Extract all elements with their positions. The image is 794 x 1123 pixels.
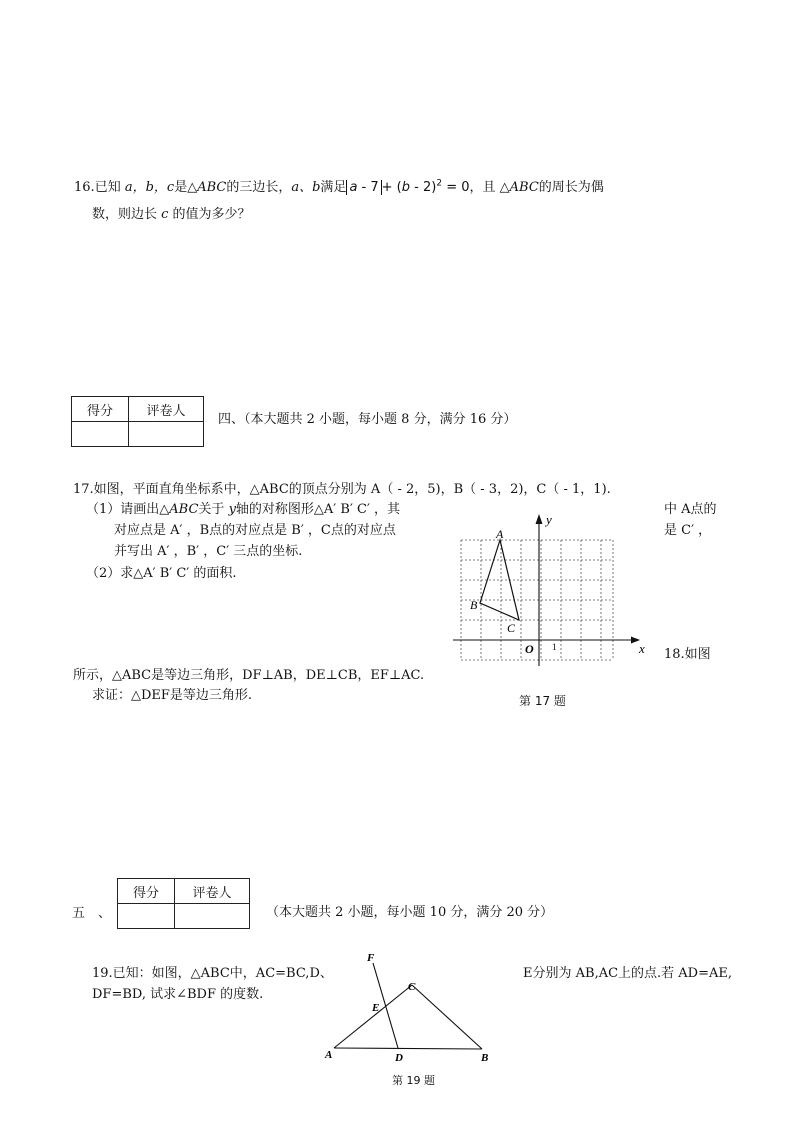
score-cell[interactable]: [118, 904, 175, 929]
label-C: C: [507, 621, 516, 635]
q18-start: 18.如图: [664, 647, 711, 662]
q17-sub1-line2: 对应点是 A′ ，B点的对应点是 B′ ，C点的对应点: [114, 523, 396, 538]
label-y: y: [546, 512, 552, 527]
label-one: 1: [552, 642, 557, 652]
grader-label: 评卷人: [175, 879, 250, 904]
q18-line2: 求证：△DEF是等边三角形.: [92, 688, 253, 703]
q19-caption: 第 19 题: [392, 1074, 435, 1087]
q17-caption: 第 17 题: [519, 694, 566, 708]
grader-label: 评卷人: [129, 397, 204, 422]
q19-line2: DF=BD, 试求∠BDF 的度数.: [92, 987, 264, 1002]
q17-sub1-line2-right: 是 C′ ，: [664, 523, 712, 538]
q17-sub1-line1: （1）请画出△ABC关于 y轴的对称图形△A′ B′ C′ ，其: [86, 502, 401, 517]
section5-score-table: [117, 878, 250, 929]
q17-coordinate-figure: [448, 508, 658, 668]
q16-line2: 数，则边长 c 的值为多少？: [92, 207, 251, 222]
q17-sub1-line3: 并写出 A′ ，B′ ，C′ 三点的坐标.: [114, 544, 303, 559]
section4-score-table: [71, 396, 204, 447]
label-A: A: [496, 527, 504, 541]
segment-CB: [412, 985, 482, 1049]
label-F: F: [367, 952, 375, 964]
score-label: 得分: [72, 397, 129, 422]
segment-AB: [334, 1048, 482, 1049]
q19-line1-right: E分别为 AB,AC上的点.若 AD=AE,: [523, 966, 733, 981]
q17-sub2: （2）求△A′ B′ C′ 的面积.: [86, 566, 237, 581]
q17-sub1-line1-right: 中 A点的: [664, 502, 717, 517]
q19-line1-left: 19.已知：如图，△ABC中，AC=BC,D、: [92, 966, 333, 981]
label-B: B: [481, 1052, 489, 1064]
label-O: O: [525, 642, 534, 656]
q16-number: 16.: [74, 180, 95, 195]
section5-title: （本大题共 2 小题，每小题 10 分，满分 20 分）: [266, 905, 554, 920]
score-cell[interactable]: [72, 422, 129, 447]
segment-AC: [334, 985, 412, 1048]
label-x: x: [639, 641, 645, 656]
q17-line1: 17.如图，平面直角坐标系中，△ABC的顶点分别为 A（ - 2，5)，B（ - 3，2)，C（ - 1，1).: [73, 482, 611, 497]
label-C: C: [408, 981, 416, 993]
label-E: E: [372, 1002, 380, 1014]
score-label: 得分: [118, 879, 175, 904]
grader-cell[interactable]: [175, 904, 250, 929]
grid: [461, 540, 613, 660]
q19-triangle-figure: [320, 948, 500, 1070]
label-A: A: [325, 1049, 333, 1061]
q16-equation: a - 7 + (b - 2)$^2$ = 0: [346, 180, 469, 195]
y-axis-arrow: [536, 514, 543, 524]
section4-title: 四、（本大题共 2 小题，每小题 8 分，满分 16 分）: [218, 412, 517, 427]
q16-line1: 16.已知 a，b，c是△ABC的三边长，a、b满足 a - 7 + (b - 2)$^2$ = 0，且 △ABC的周长为偶: [74, 178, 604, 195]
label-B: B: [470, 598, 478, 612]
section5-label: 五 、: [72, 906, 112, 921]
q18-line1: 所示，△ABC是等边三角形，DF⊥AB，DE⊥CB，EF⊥AC.: [73, 668, 425, 683]
grader-cell[interactable]: [129, 422, 204, 447]
label-D: D: [395, 1052, 403, 1064]
